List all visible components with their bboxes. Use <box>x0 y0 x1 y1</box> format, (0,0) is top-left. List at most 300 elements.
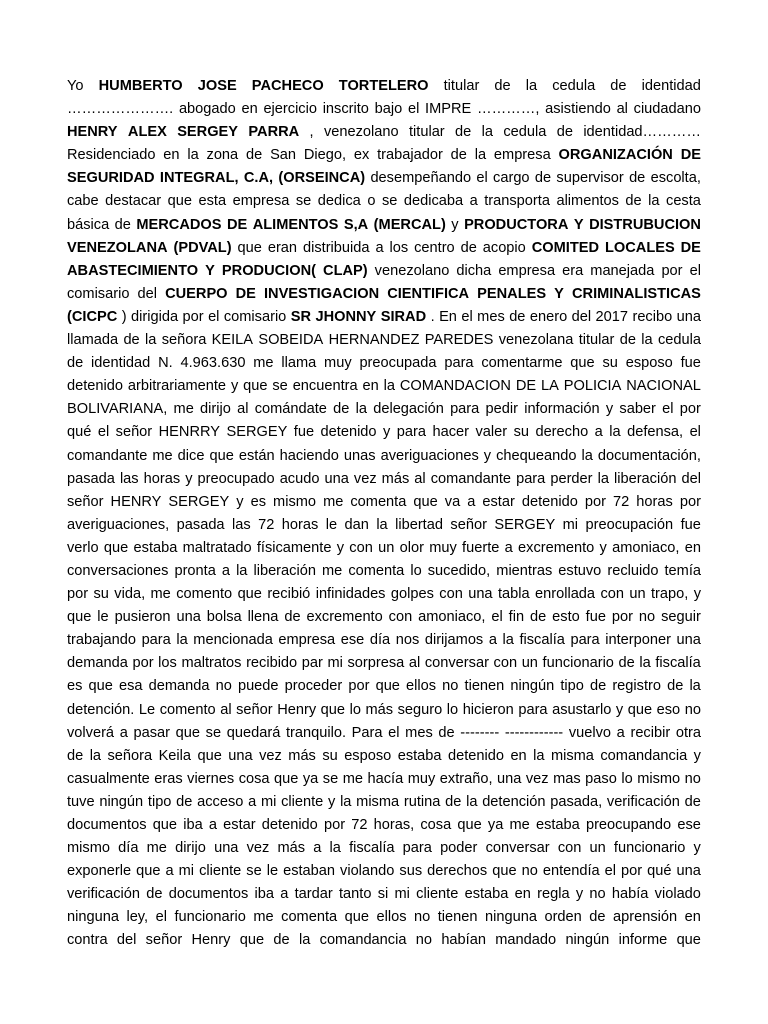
word: aprensión <box>613 909 678 926</box>
text-line <box>67 722 701 745</box>
word: de <box>589 909 606 926</box>
word: ese <box>340 632 365 649</box>
word: supervisor <box>556 170 624 187</box>
word: la <box>525 78 538 94</box>
word: y <box>693 840 701 857</box>
word: vez <box>353 470 377 487</box>
word: empresa <box>232 193 290 210</box>
word: la <box>236 562 248 579</box>
word: una <box>324 470 349 487</box>
word: a <box>280 886 289 903</box>
word: fiscalía <box>349 840 395 857</box>
word: vez <box>525 770 549 787</box>
word: llama <box>281 355 317 372</box>
word: estuvo <box>558 562 602 579</box>
word: VENEZOLANA <box>67 239 168 256</box>
word: DE <box>680 147 701 164</box>
word: conversar <box>485 840 550 857</box>
word: era <box>562 262 584 279</box>
word: del <box>571 308 592 325</box>
word: TORTELERO <box>338 78 429 94</box>
word: ningún <box>510 678 555 695</box>
word: fiscalía <box>519 632 565 649</box>
word: comenta <box>348 562 405 579</box>
word: Para <box>351 724 383 741</box>
word: detenido <box>521 493 578 510</box>
word: derecho <box>535 424 589 441</box>
word: el <box>155 909 167 926</box>
word: derechos <box>427 863 488 880</box>
word: que <box>570 355 595 372</box>
word: recluido <box>607 562 659 579</box>
text-line <box>67 745 701 768</box>
word: chequeando <box>496 447 577 464</box>
word: y <box>615 701 624 718</box>
word: y <box>575 886 584 903</box>
text-line <box>67 352 701 375</box>
word: al <box>237 401 249 418</box>
text-line <box>67 214 701 237</box>
word: y <box>236 493 244 510</box>
word: registro <box>612 678 661 695</box>
text-line <box>67 606 701 629</box>
word: horas <box>636 493 673 510</box>
word: POLICIA <box>563 378 622 395</box>
word: Le <box>138 701 156 718</box>
text-line <box>67 421 701 444</box>
word: NACIONAL <box>626 378 701 395</box>
word: ) <box>121 308 127 325</box>
word: el <box>461 308 473 325</box>
word: más <box>288 747 316 764</box>
word: más <box>277 840 306 857</box>
word: una <box>497 770 522 787</box>
word: 4.963.630 <box>180 355 246 372</box>
word: de <box>589 678 607 695</box>
word: una <box>676 632 701 649</box>
word: desempeñando <box>370 170 472 187</box>
word: con <box>439 586 463 603</box>
word: para <box>444 355 474 372</box>
document-body <box>67 75 701 953</box>
word: de <box>625 193 642 210</box>
word: y <box>451 216 459 233</box>
word: preocupado <box>197 470 275 487</box>
word: verificación <box>606 793 680 810</box>
word: y <box>483 447 492 464</box>
word: comándate <box>254 401 327 418</box>
word: de <box>619 332 636 349</box>
word: de <box>629 170 646 187</box>
word: que <box>197 747 222 764</box>
word: el <box>662 401 674 418</box>
word: señora <box>107 747 153 764</box>
word: maltratos <box>181 655 242 672</box>
word: una <box>176 609 201 626</box>
word: de <box>556 124 573 141</box>
word: dirigida <box>131 308 179 325</box>
word: en <box>510 747 527 764</box>
word: funcionario <box>174 909 246 926</box>
word: eran <box>267 239 298 256</box>
text-line <box>67 398 701 421</box>
word: hacía <box>367 770 404 787</box>
word: a <box>375 239 384 256</box>
text-line <box>67 260 701 283</box>
word: identidad <box>91 355 151 372</box>
word: que <box>209 447 234 464</box>
word: olor <box>399 539 424 556</box>
word: a <box>467 493 476 510</box>
word: para <box>570 632 600 649</box>
word: 72 <box>351 817 368 833</box>
word: le <box>325 516 338 533</box>
word: a <box>488 632 497 649</box>
word: paso <box>585 770 617 787</box>
word: exponerle <box>67 863 132 880</box>
word: la <box>145 332 157 349</box>
word: mientras <box>496 562 553 579</box>
word: Yo <box>67 78 84 94</box>
word: señora <box>161 332 207 349</box>
word: verlo <box>67 539 99 556</box>
word: detenido <box>320 424 377 441</box>
word: el <box>604 863 617 880</box>
word: dicha <box>456 262 492 279</box>
word: interponer <box>605 632 671 649</box>
word: detenido <box>447 747 504 764</box>
word: COMANDACION <box>399 378 511 395</box>
word: muy <box>407 770 436 787</box>
text-line <box>67 699 701 722</box>
word: mandado <box>495 932 557 949</box>
word: rutina <box>403 793 441 810</box>
word: a <box>469 193 478 210</box>
word: en <box>514 886 531 903</box>
word: señor <box>145 932 183 949</box>
word: vez <box>246 840 270 857</box>
word: saber <box>619 401 656 418</box>
word: empresa <box>493 147 551 164</box>
word: preocupación <box>585 516 674 533</box>
word: HENRRY <box>158 424 221 441</box>
word: CLAP) <box>323 262 368 279</box>
word: más <box>365 701 394 718</box>
word: que <box>175 724 201 741</box>
word: PRODUCION( <box>221 262 316 279</box>
word: C.A, <box>243 170 274 187</box>
word: pronta <box>174 562 216 579</box>
word: HERNANDEZ <box>328 332 420 349</box>
word: por <box>348 678 370 695</box>
word: hacer <box>432 424 469 441</box>
word: el <box>689 262 701 279</box>
word: ya <box>302 770 319 787</box>
word: en <box>241 101 258 118</box>
text-line <box>67 652 701 675</box>
word: libertad <box>395 516 443 533</box>
word: y <box>693 747 701 764</box>
word: de <box>494 78 511 94</box>
word: documentación, <box>597 447 701 464</box>
word: Y <box>205 262 215 279</box>
text-line <box>67 468 701 491</box>
word: de <box>176 793 193 810</box>
word: la <box>176 632 188 649</box>
word: estaba <box>133 539 178 556</box>
word: la <box>329 840 341 857</box>
word: que <box>237 239 262 256</box>
word: centro <box>414 239 455 256</box>
word: venezolana <box>498 332 574 349</box>
word: pedir <box>485 401 518 418</box>
word: horas <box>281 516 319 533</box>
word: esta <box>198 193 227 210</box>
word: COMITED <box>531 239 600 256</box>
word: abogado <box>178 101 236 118</box>
word: la <box>648 193 660 210</box>
word: vida, <box>114 586 146 603</box>
word: dirijo <box>175 840 206 857</box>
word: liberación <box>613 470 677 487</box>
word: averiguaciones <box>380 447 479 464</box>
word: eso <box>656 701 681 718</box>
word: de <box>438 724 455 741</box>
word: quedará <box>226 724 281 741</box>
word: PENALES <box>477 285 547 302</box>
word: muy <box>429 539 457 556</box>
text-line <box>67 675 701 698</box>
word: regla <box>537 886 570 903</box>
text-line <box>67 791 701 814</box>
word: cliente <box>199 863 242 880</box>
word: BOLIVARIANA, <box>67 401 168 418</box>
word: lo <box>446 701 459 718</box>
word: orden <box>544 909 582 926</box>
word: el <box>388 724 400 741</box>
word: dan <box>344 516 369 533</box>
word: ese <box>677 817 701 833</box>
text-line <box>67 860 701 883</box>
word: comandante <box>67 447 148 464</box>
word: INVESTIGACION <box>263 285 380 302</box>
word: puede <box>237 678 279 695</box>
word: en <box>684 539 701 556</box>
word: S,A <box>343 216 369 233</box>
word: mismo <box>67 840 110 857</box>
word: 72 <box>258 516 275 533</box>
word: que <box>344 909 369 926</box>
word: al <box>616 101 628 118</box>
word: que <box>67 609 92 626</box>
word: que <box>413 493 438 510</box>
word: que <box>243 378 268 395</box>
word: con <box>388 609 413 626</box>
word: CRIMINALISTICAS <box>571 285 701 302</box>
word: de <box>333 401 350 418</box>
word: mes <box>405 724 433 741</box>
word: que <box>375 678 400 695</box>
word: me <box>342 770 363 787</box>
word: ningún <box>565 932 610 949</box>
word: estar <box>223 817 256 833</box>
word: y <box>185 470 193 487</box>
word: esa <box>119 678 143 695</box>
word: que <box>320 701 346 718</box>
word: qué <box>647 863 672 880</box>
word: señor <box>115 424 153 441</box>
word: trapo, <box>650 586 689 603</box>
word: perder <box>550 470 593 487</box>
word: no <box>415 932 432 949</box>
word: de <box>284 609 301 626</box>
word: me <box>321 562 343 579</box>
word: pasada <box>67 470 115 487</box>
word: golpes <box>390 586 434 603</box>
word: INTEGRAL, <box>159 170 239 187</box>
word: transporta <box>484 193 550 210</box>
word: identidad <box>641 78 701 94</box>
word: un <box>378 539 395 556</box>
word: había <box>611 886 649 903</box>
word: un <box>521 655 538 672</box>
word: un <box>629 586 646 603</box>
word: misma <box>356 793 400 810</box>
word: de <box>445 793 462 810</box>
word: dirijamos <box>424 632 484 649</box>
word: asustarlo <box>552 701 612 718</box>
word: no <box>414 909 431 926</box>
word: asistiendo <box>545 101 611 118</box>
word: enrollada <box>535 586 596 603</box>
word: alimentos <box>556 193 619 210</box>
word: los <box>389 239 409 256</box>
word: demanda <box>67 655 128 672</box>
word: estaba <box>464 886 509 903</box>
word: la <box>609 424 621 441</box>
word: averiguaciones, <box>67 516 170 533</box>
word: ciudadano <box>633 101 701 118</box>
text-line <box>67 929 701 952</box>
word: documentos <box>168 886 249 903</box>
word: por <box>132 655 154 672</box>
word: , <box>309 124 314 141</box>
word: vuelvo <box>568 724 612 741</box>
word: sorpresa <box>347 655 405 672</box>
word: habían <box>441 932 486 949</box>
word: se <box>295 193 312 210</box>
word: me <box>152 447 173 464</box>
word: Y <box>554 285 564 302</box>
word: funcionario <box>542 655 614 672</box>
word: se <box>205 724 222 741</box>
word: CUERPO <box>165 285 228 302</box>
word: el <box>491 609 503 626</box>
word: par <box>301 655 323 672</box>
word: . <box>430 308 435 325</box>
word: me <box>253 355 274 372</box>
word: y <box>230 378 239 395</box>
word: me <box>323 493 344 510</box>
text-line <box>67 583 701 606</box>
word: Y <box>573 216 584 233</box>
word: la <box>89 747 102 764</box>
word: haciendo <box>279 447 339 464</box>
word: conversaciones <box>67 562 169 579</box>
word: DE <box>235 285 256 302</box>
word: eras <box>154 770 183 787</box>
word: comentarme <box>481 355 563 372</box>
word: que <box>152 817 178 833</box>
text-line <box>67 98 701 121</box>
word: tuve <box>67 793 95 810</box>
word: de <box>123 332 140 349</box>
word: mismo <box>637 770 681 787</box>
word: los <box>158 655 177 672</box>
word: ninguna <box>67 909 119 926</box>
word: en <box>684 909 701 926</box>
text-line <box>67 445 701 468</box>
word: DE <box>515 378 537 395</box>
word: destacar <box>105 193 162 210</box>
word: excremento <box>306 609 383 626</box>
word: con <box>600 586 624 603</box>
word: la <box>502 632 514 649</box>
word: me <box>146 840 167 857</box>
word: a <box>208 817 217 833</box>
word: no <box>638 609 656 626</box>
word: para <box>402 840 432 857</box>
word: en <box>163 147 180 164</box>
text-line <box>67 491 701 514</box>
word: me <box>150 586 171 603</box>
word: dedicaba <box>403 193 464 210</box>
word: de <box>618 655 635 672</box>
word: una <box>676 308 701 325</box>
word: dirijo <box>200 401 231 418</box>
word: ALEX <box>127 124 167 141</box>
word: con <box>493 655 518 672</box>
word: fue <box>585 609 606 626</box>
word: día <box>118 840 139 857</box>
word: o <box>367 193 376 210</box>
word: a <box>165 863 174 880</box>
word: recibió <box>267 586 311 603</box>
word: comenta <box>350 493 407 510</box>
word: del <box>137 285 158 302</box>
word: en <box>362 378 379 395</box>
word: a <box>504 539 513 556</box>
word: estaban <box>283 863 336 880</box>
word: de <box>246 147 263 164</box>
word: dedica <box>317 193 361 210</box>
word: su <box>602 355 618 372</box>
word: tipo <box>560 678 584 695</box>
word: hicieron <box>462 701 514 718</box>
word: que <box>237 586 262 603</box>
word: PAREDES <box>424 332 494 349</box>
word: que <box>457 817 482 833</box>
word: SOBEIDA <box>258 332 324 349</box>
word: al <box>220 701 232 718</box>
word: para <box>396 424 426 441</box>
word: bolsa <box>206 609 242 626</box>
word: lo <box>621 770 633 787</box>
word: titular <box>408 124 445 141</box>
word: por <box>182 308 204 325</box>
word: viernes <box>187 770 235 787</box>
word: sucedido, <box>427 562 491 579</box>
